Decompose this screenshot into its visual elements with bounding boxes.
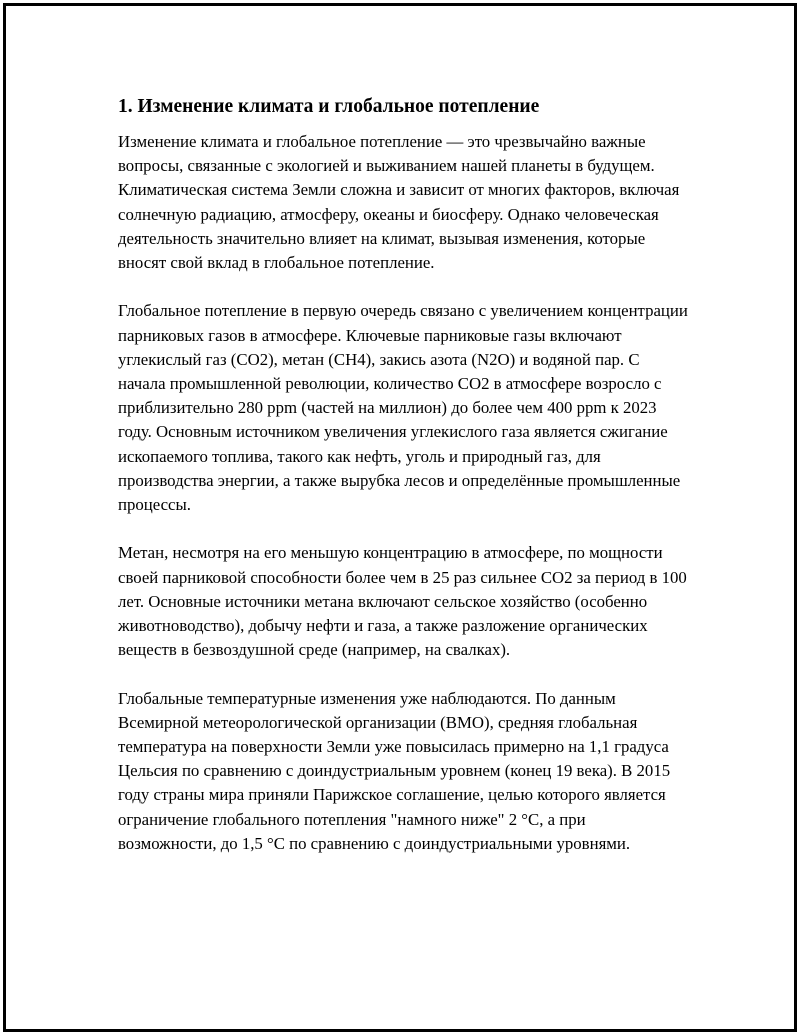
paragraph-methane: Метан, несмотря на его меньшую концентрацию в атмосфере, по мощности своей парниковой способности более чем в 25 раз сильнее CO2 за период в 100 лет. Основные источники метана включают сельское хозяйство (особенно животноводство), добычу нефти и газа, а также разложение органических веществ в безвоздушной среде (например, на свалках). bbox=[118, 543, 687, 660]
paragraph-temperature-changes: Глобальные температурные изменения уже наблюдаются. По данным Всемирной метеорологической организации (ВМО), средняя глобальная температура на поверхности Земли уже повысилась примерно на 1,1 градуса Цельсия по сравнению с доиндустриальным уровнем (конец 19 века). В 2015 году страны мира приняли Парижское соглашение, целью которого является ограничение глобального потепления "намного ниже" 2 °C, а при возможности, до 1,5 °C по сравнению с доиндустриальными уровнями. bbox=[118, 688, 671, 853]
paragraph-greenhouse-gases: Глобальное потепление в первую очередь связано с увеличением концентрации парниковых газов в атмосфере. Ключевые парниковые газы включают углекислый газ (CO2), метан (CH4), закись азота (N2O) и водяной пар. С начала промышленной революции, количество CO2 в атмосфере возросло с приблизительно 280 ppm (частей на миллион) до более чем 400 ppm к 2023 году. Основным источником увеличения углекислого газа является сжигание ископаемого топлива, такого как нефть, уголь и природный газ, для производства энергии, а также вырубка лесов и определённые промышленные процессы. bbox=[118, 301, 688, 515]
paragraph-intro: Изменение климата и глобальное потепление — это чрезвычайно важные вопросы, связанные с экологией и выживанием нашей планеты в будущем. Климатическая система Земли сложна и зависит от многих факторов, включая солнечную радиацию, атмосферу, океаны и биосферу. Однако человеческая деятельность значительно влияет на климат, вызывая изменения, которые вносят свой вклад в глобальное потепление. bbox=[118, 132, 680, 273]
document-body bbox=[118, 94, 688, 880]
section-heading: 1. Изменение климата и глобальное потепление bbox=[118, 96, 540, 117]
